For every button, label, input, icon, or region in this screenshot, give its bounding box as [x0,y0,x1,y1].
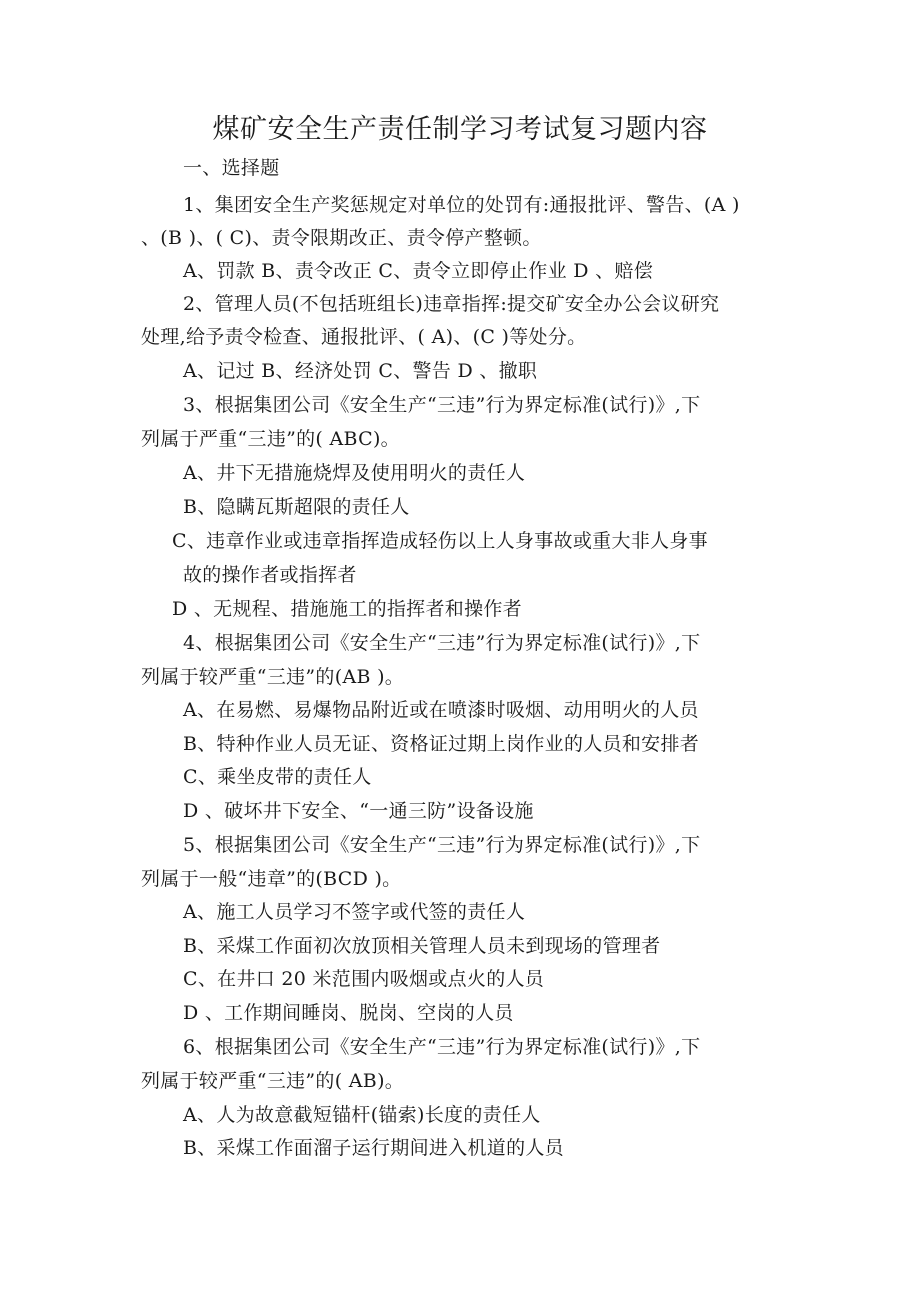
question-4-option-c: C、乘坐皮带的责任人 [183,766,372,788]
question-3-option-c-line-2: 故的操作者或指挥者 [183,564,357,586]
question-2-options: A、记过 B、经济处罚 C、警告 D 、撤职 [183,360,538,382]
question-5-stem-line-1: 5、根据集团公司《安全生产“三违”行为界定标准(试行)》,下 [183,834,701,856]
question-2-stem-line-2: 处理,给予责令检查、通报批评、( A)、(C )等处分。 [141,326,587,348]
question-1-options: A、罚款 B、责令改正 C、责令立即停止作业 D 、赔偿 [183,260,654,282]
question-6-stem-line-1: 6、根据集团公司《安全生产“三违”行为界定标准(试行)》,下 [183,1036,701,1058]
question-3-option-a: A、井下无措施烧焊及使用明火的责任人 [183,462,526,484]
question-4-stem-line-2: 列属于较严重“三违”的(AB )。 [141,666,405,688]
question-5-option-a: A、施工人员学习不签字或代签的责任人 [183,901,526,923]
question-5-option-c: C、在井口 20 米范围内吸烟或点火的人员 [183,968,545,990]
question-3-option-d: D 、无规程、措施施工的指挥者和操作者 [172,598,522,620]
section-heading: 一、选择题 [183,157,280,179]
question-5-stem-line-2: 列属于一般“违章”的(BCD )。 [141,868,402,890]
question-3-option-b: B、隐瞒瓦斯超限的责任人 [183,496,410,518]
question-3-option-c-line-1: C、违章作业或违章指挥造成轻伤以上人身事故或重大非人身事 [172,530,708,552]
question-5-option-d: D 、工作期间睡岗、脱岗、空岗的人员 [183,1002,514,1024]
question-4-option-d: D 、破坏井下安全、“一通三防”设备设施 [183,800,534,822]
question-6-option-b: B、采煤工作面溜子运行期间进入机道的人员 [183,1137,564,1159]
question-4-option-a: A、在易燃、易爆物品附近或在喷漆时吸烟、动用明火的人员 [183,699,699,721]
question-6-option-a: A、人为故意截短锚杆(锚索)长度的责任人 [183,1104,541,1126]
question-4-stem-line-1: 4、根据集团公司《安全生产“三违”行为界定标准(试行)》,下 [183,632,701,654]
question-1-stem-line-1: 1、集团安全生产奖惩规定对单位的处罚有:通报批评、警告、(A ) [183,194,740,216]
question-1-stem-line-2: 、(B )、( C)、责令限期改正、责令停产整顿。 [141,227,542,249]
question-3-stem-line-2: 列属于严重“三违”的( ABC)。 [141,428,400,450]
question-4-option-b: B、特种作业人员无证、资格证过期上岗作业的人员和安排者 [183,733,700,755]
question-2-stem-line-1: 2、管理人员(不包括班组长)违章指挥:提交矿安全办公会议研究 [183,293,720,315]
question-5-option-b: B、采煤工作面初次放顶相关管理人员未到现场的管理者 [183,935,661,957]
question-3-stem-line-1: 3、根据集团公司《安全生产“三违”行为界定标准(试行)》,下 [183,394,701,416]
question-6-stem-line-2: 列属于较严重“三违”的( AB)。 [141,1070,405,1092]
document-title: 煤矿安全生产责任制学习考试复习题内容 [212,114,708,145]
